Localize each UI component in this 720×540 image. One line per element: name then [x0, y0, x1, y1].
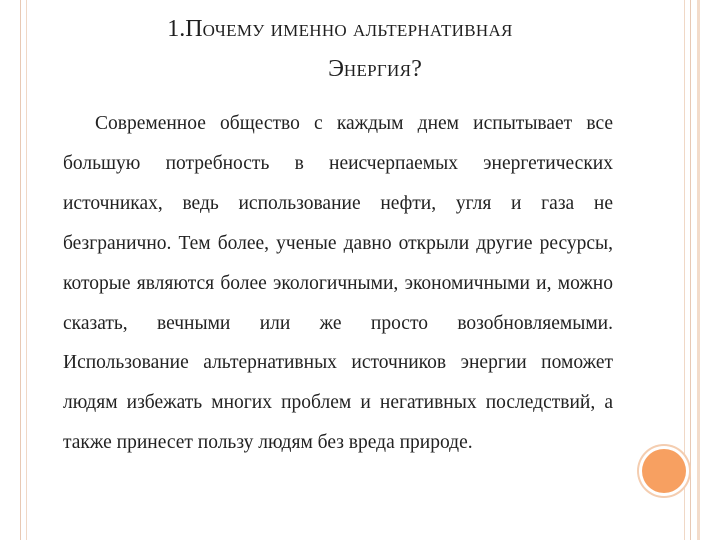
title-line-1: 1.ПОЧЕМУ ИМЕННО АЛЬТЕРНАТИВНАЯ [167, 16, 513, 42]
slide-body-paragraph: Современное общество с каждым днем испытывает все большую потребность в неисчерпаемых энергетических источниках, ведь использование нефти, угля и газа не безгранично. Тем более, ученые давно открыли другие ресурсы, которые являются более экологичными, экономичными и, можно сказать, вечными или же просто возобновляемыми. Использование альтернативных источников энергии поможет людям избежать многих проблем и негативных последствий, а также принесет пользу людям без вреда природе. [63, 113, 613, 454]
decorative-circle-icon [642, 449, 686, 493]
slide-title [60, 10, 620, 90]
title-line-2: ЭНЕРГИЯ? [328, 56, 422, 82]
slide-edge-stripe [697, 0, 700, 540]
